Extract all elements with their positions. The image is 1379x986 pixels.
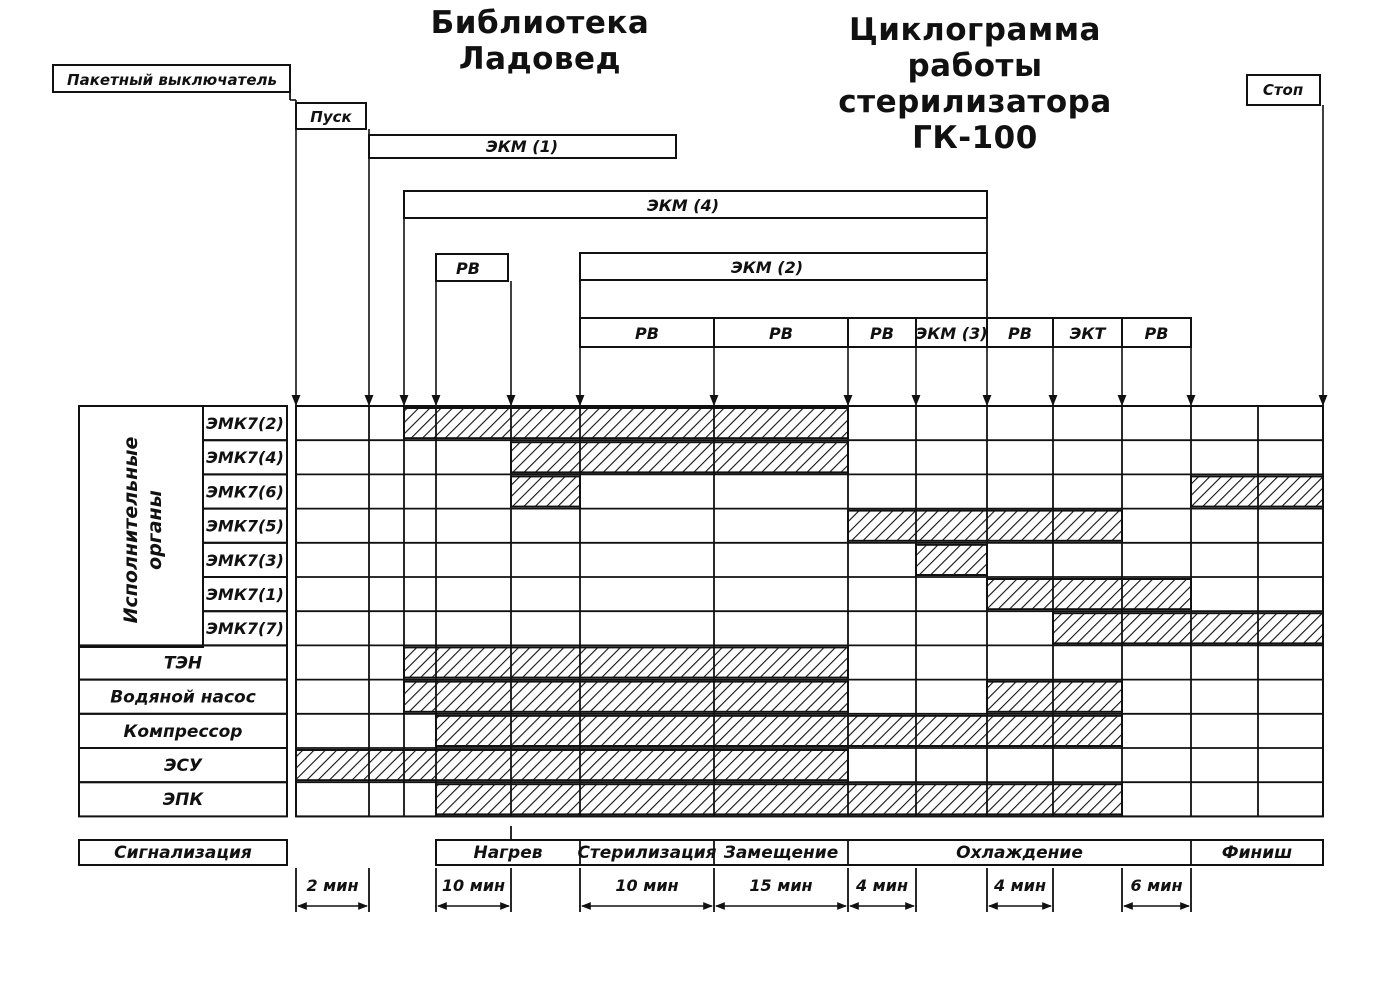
row-1-label: ЭМК7(2)	[206, 414, 284, 433]
duration-label-5: 4 мин	[855, 876, 909, 895]
duration-label-3: 10 мин	[615, 876, 679, 895]
row-6-bar-1	[987, 579, 1191, 609]
duration-label-2: 10 мин	[441, 876, 506, 895]
ekm4-label: ЭКМ (4)	[646, 196, 720, 215]
row-8-label: ТЭН	[163, 653, 203, 674]
signal-phase-5: Финиш	[1221, 843, 1293, 863]
ekm1-label: ЭКМ (1)	[485, 137, 559, 156]
row-5-label: ЭМК7(3)	[206, 550, 284, 570]
row-4-label: ЭМК7(5)	[206, 516, 284, 536]
signal-label: Сигнализация	[114, 843, 252, 863]
row-7-bar-1	[1053, 613, 1323, 643]
actuators-group-label-line-1: Исполнительные	[120, 436, 142, 624]
sequence-label-4: ЭКМ (3)	[915, 324, 988, 343]
signal-strip	[436, 840, 1323, 865]
row-8-bar-1	[404, 647, 848, 677]
row-2-label: ЭМК7(4)	[206, 448, 284, 468]
row-9-label: Водяной насос	[110, 687, 256, 708]
duration-label-7: 6 мин	[1130, 876, 1183, 895]
signal-phase-2: Стерилизация	[577, 843, 717, 863]
row-3-label: ЭМК7(6)	[206, 482, 284, 502]
row-1-bar-1	[404, 408, 848, 438]
sequence-label-3: РВ	[870, 324, 894, 343]
signal-phase-4: Охлаждение	[956, 843, 1083, 863]
library-title-line-1: Библиотека	[430, 5, 650, 41]
row-5-bar-1	[916, 545, 987, 575]
diagram-title-line-1: Циклограмма	[849, 12, 1101, 48]
row-9-bar-1	[404, 682, 848, 712]
row-12-label: ЭПК	[162, 790, 204, 811]
rv-first-label: РВ	[456, 259, 480, 278]
duration-label-6: 4 мин	[993, 876, 1047, 895]
sequence-label-5: РВ	[1008, 324, 1032, 343]
sequence-label-6: ЭКТ	[1069, 324, 1106, 343]
row-7-label: ЭМК7(7)	[206, 619, 284, 639]
row-9-bar-2	[987, 682, 1122, 712]
diagram-title-line-4: ГК-100	[912, 120, 1038, 156]
row-6-label: ЭМК7(1)	[206, 585, 284, 604]
row-10-label: Компрессор	[123, 721, 243, 742]
actuators-group-label-line-2: органы	[144, 490, 166, 570]
row-11-bar-1	[296, 750, 848, 780]
signal-phase-1: Нагрев	[473, 843, 543, 863]
duration-label-1: 2 мин	[306, 876, 359, 895]
ekm2-label: ЭКМ (2)	[730, 258, 804, 277]
actuators-group-label	[120, 437, 166, 624]
row-12-bar-1	[436, 784, 1122, 814]
row-2-bar-1	[511, 442, 848, 472]
sequence-label-7: РВ	[1144, 324, 1169, 343]
row-11-label: ЭСУ	[163, 756, 203, 776]
library-title-line-2: Ладовед	[458, 41, 622, 77]
row-3-bar-1	[511, 476, 580, 506]
switch-label: Пакетный выключатель	[67, 71, 277, 89]
start-label: Пуск	[310, 108, 352, 126]
diagram-title-line-2: работы	[907, 48, 1043, 84]
sequence-label-2: РВ	[769, 324, 793, 343]
diagram-title-line-3: стерилизатора	[838, 84, 1112, 120]
signal-phase-3: Замещение	[723, 843, 839, 863]
row-3-bar-2	[1191, 476, 1323, 506]
duration-label-4: 15 мин	[749, 876, 813, 895]
row-4-bar-1	[848, 511, 1122, 541]
stop-label: Стоп	[1262, 81, 1304, 99]
sequence-label-1: РВ	[635, 324, 659, 343]
row-10-bar-1	[436, 716, 1122, 746]
